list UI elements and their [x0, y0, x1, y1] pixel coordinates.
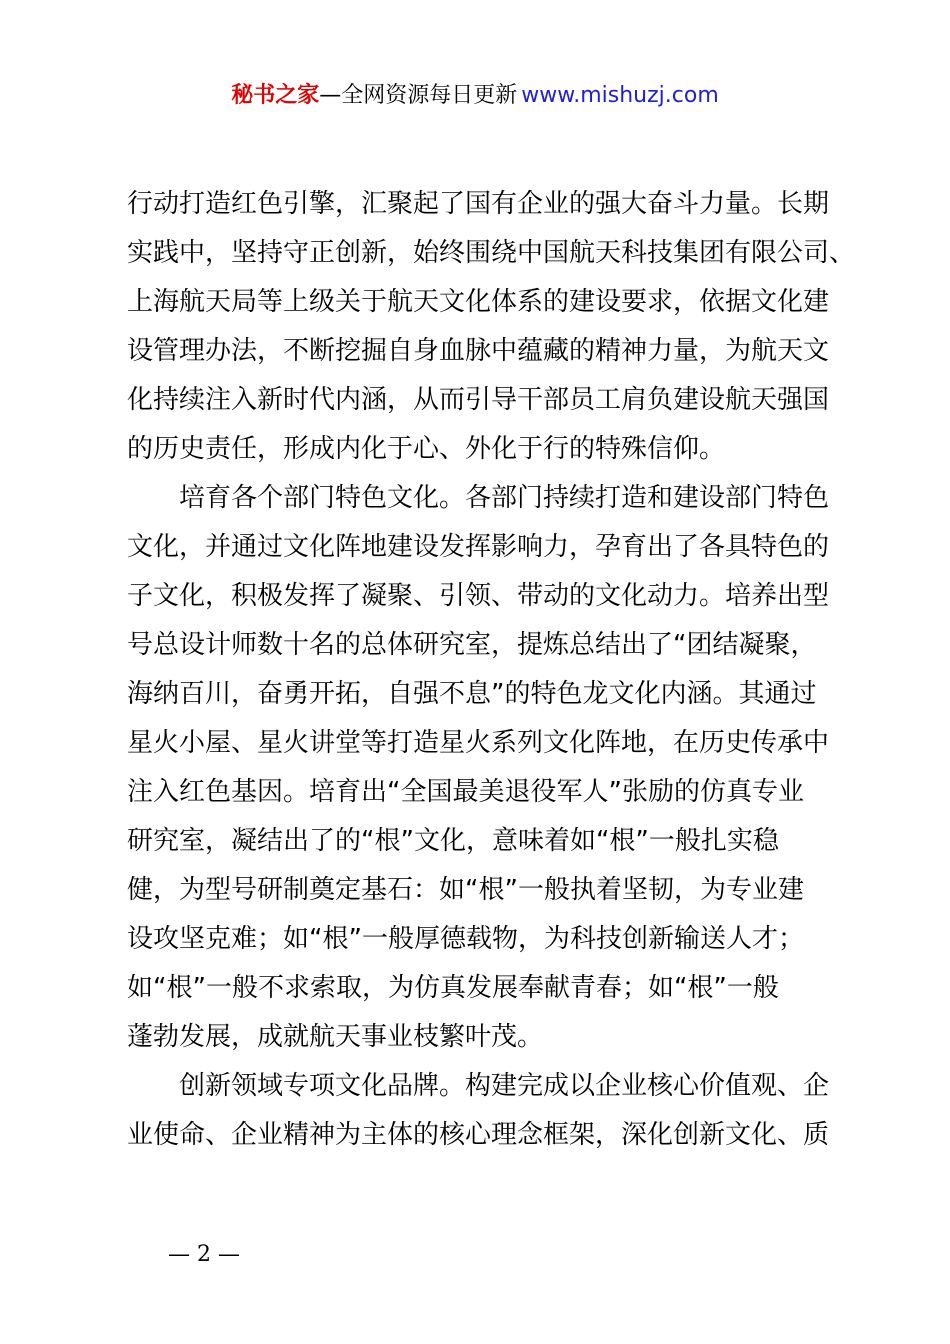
body-line: 业使命、企业精神为主体的核心理念框架，深化创新文化、质 [127, 1120, 830, 1150]
body-line: 设管理办法，不断挖掘自身血脉中蕴藏的精神力量，为航天文 [127, 336, 830, 366]
page-header [0, 80, 950, 112]
body-line: 创新领域专项文化品牌。构建完成以企业核心价值观、企 [127, 1071, 830, 1101]
body-line: 研究室，凝结出了的“根”文化，意味着如“根”一般扎实稳 [127, 826, 779, 856]
body-line: 化持续注入新时代内涵，从而引导干部员工肩负建设航天强国 [127, 385, 830, 415]
body-line: 培育各个部门特色文化。各部门持续打造和建设部门特色 [127, 483, 830, 513]
body-line: 文化，并通过文化阵地建设发挥影响力，孕育出了各具特色的 [127, 532, 830, 562]
body-line: 设攻坚克难；如“根”一般厚德载物，为科技创新输送人才； [127, 924, 804, 954]
body-line: 健，为型号研制奠定基石：如“根”一般执着坚韧，为专业建 [127, 875, 804, 905]
document-body [127, 180, 856, 1160]
body-line: 子文化，积极发挥了凝聚、引领、带动的文化动力。培养出型 [127, 581, 830, 611]
body-line: 蓬勃发展，成就航天事业枝繁叶茂。 [127, 1022, 544, 1052]
header-tagline: —全网资源每日更新 [319, 83, 518, 108]
body-line: 如“根”一般不求索取，为仿真发展奉献青春；如“根”一般 [127, 973, 779, 1003]
body-line: 号总设计师数十名的总体研究室，提炼总结出了“团结凝聚， [127, 630, 817, 660]
header-url-link[interactable]: www.mishuzj.com [521, 83, 719, 108]
header-brand: 秘书之家 [231, 83, 320, 108]
body-line: 行动打造红色引擎，汇聚起了国有企业的强大奋斗力量。长期 [127, 189, 830, 219]
body-line: 星火小屋、星火讲堂等打造星火系列文化阵地，在历史传承中 [127, 728, 830, 758]
page-number: — 2 — [168, 1242, 240, 1267]
body-line: 上海航天局等上级关于航天文化体系的建设要求，依据文化建 [127, 287, 830, 317]
body-line: 海纳百川，奋勇开拓，自强不息”的特色龙文化内涵。其通过 [127, 679, 817, 709]
body-line: 的历史责任，形成内化于心、外化于行的特殊信仰。 [127, 434, 726, 464]
body-line: 实践中，坚持守正创新，始终围绕中国航天科技集团有限公司、 [127, 238, 856, 268]
body-line: 注入红色基因。培育出“全国最美退役军人”张励的仿真专业 [127, 777, 804, 807]
